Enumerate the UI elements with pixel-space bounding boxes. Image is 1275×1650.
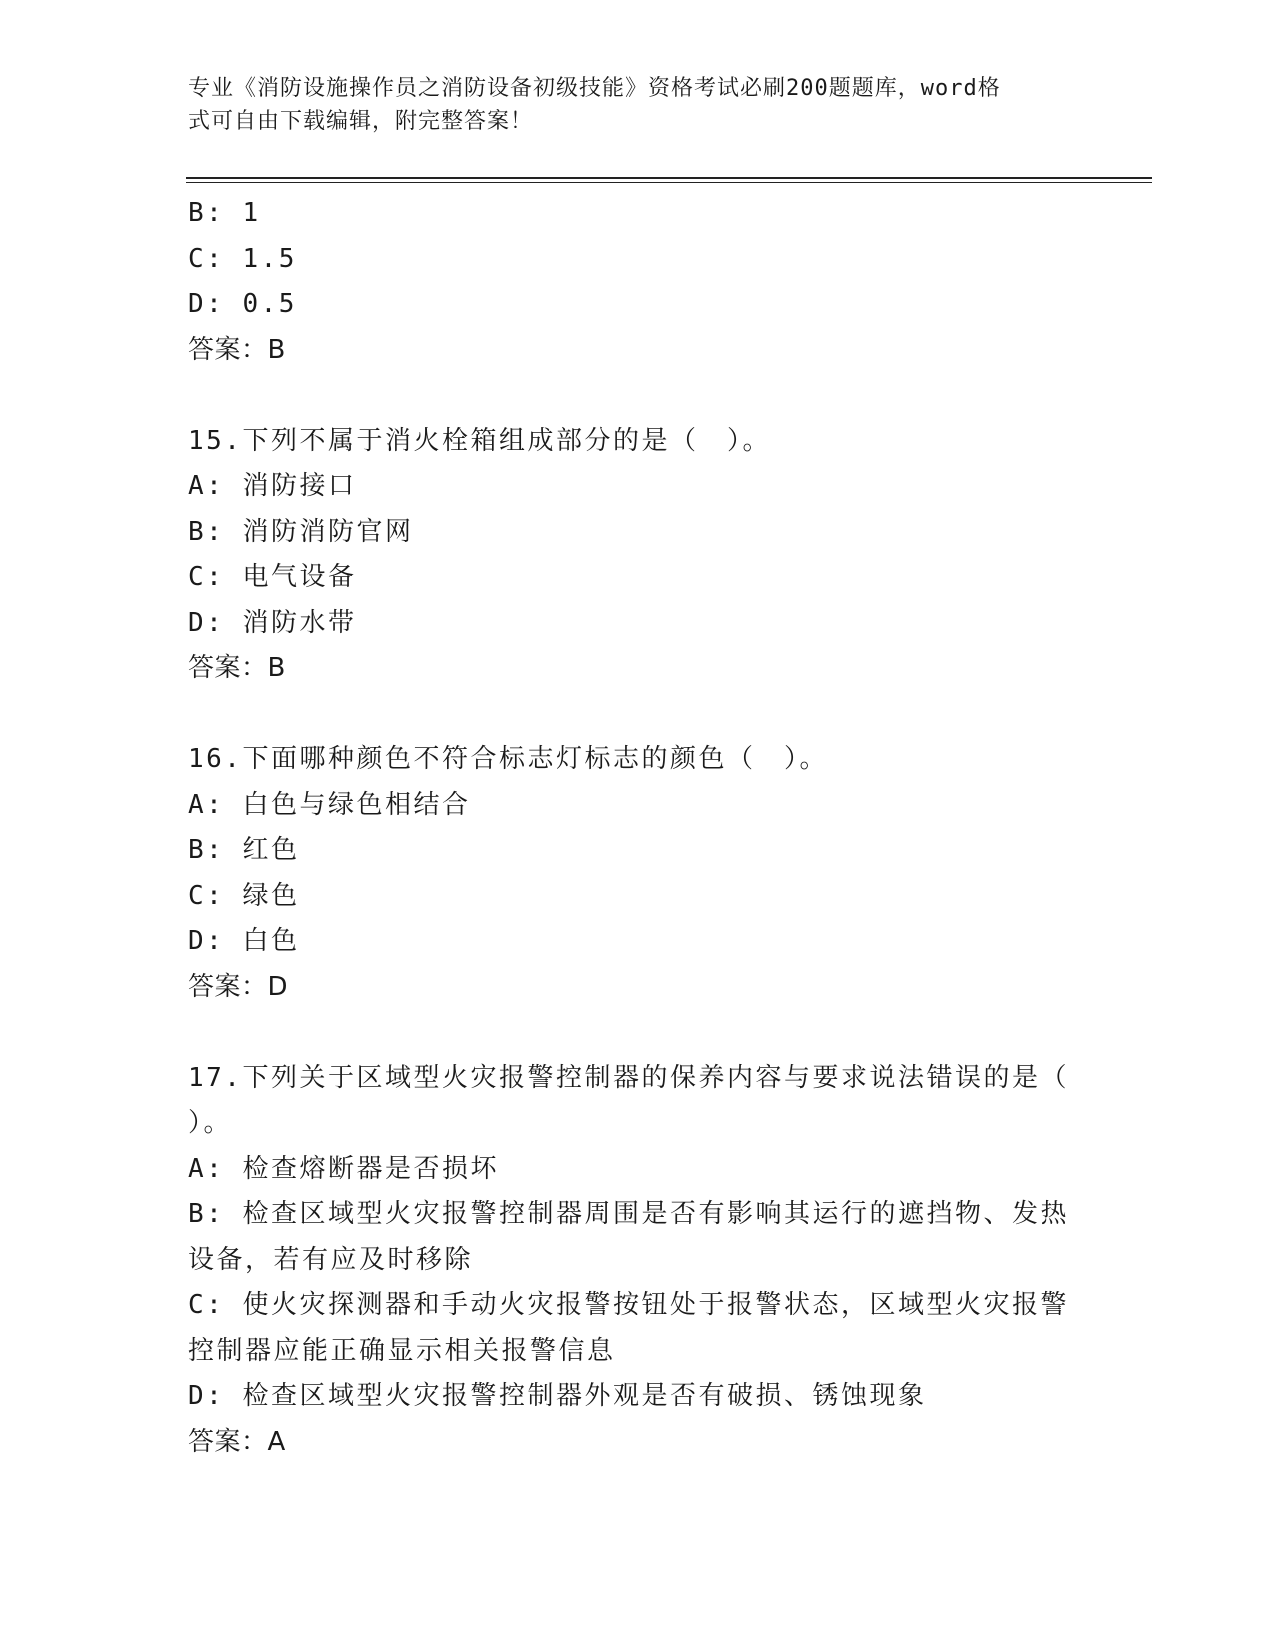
option-c: C: 1.5 <box>188 243 297 274</box>
header-line-2: 式可自由下载编辑，附完整答案！ <box>188 109 534 134</box>
document-header <box>188 72 1088 138</box>
option-d: D: 0.5 <box>188 289 297 319</box>
answer-line: 答案：D <box>188 971 289 1002</box>
question-17 <box>188 1056 1088 1466</box>
question-list <box>188 191 1088 1465</box>
option-c: C: 绿色 <box>188 880 300 911</box>
spacer <box>188 692 1088 738</box>
option-a: A: 白色与绿色相结合 <box>188 789 471 820</box>
option-c-line-1: C: 使火灾探测器和手动火灾报警按钮处于报警状态，区域型火灾报警 <box>188 1290 1069 1320</box>
option-d: D: 检查区域型火灾报警控制器外观是否有破损、锈蚀现象 <box>188 1381 927 1411</box>
option-b: B: 红色 <box>188 835 300 865</box>
option-a: A: 消防接口 <box>188 471 357 501</box>
option-d: D: 消防水带 <box>188 607 357 638</box>
question-stem: 16.下面哪种颜色不符合标志灯标志的颜色（ ）。 <box>188 744 828 774</box>
answer-line: 答案：A <box>188 1426 286 1457</box>
previous-question-tail <box>188 191 1088 373</box>
question-15 <box>188 419 1088 692</box>
option-b-line-1: B: 检查区域型火灾报警控制器周围是否有影响其运行的遮挡物、发热 <box>188 1199 1069 1229</box>
answer-line: 答案：B <box>188 334 286 365</box>
option-c: C: 电气设备 <box>188 562 357 592</box>
option-c-line-2: 控制器应能正确显示相关报警信息 <box>188 1335 616 1366</box>
option-b: B: 消防消防官网 <box>188 516 414 547</box>
option-b-line-2: 设备，若有应及时移除 <box>188 1244 474 1275</box>
header-line-1: 专业《消防设施操作员之消防设备初级技能》资格考试必刷200题题库，word格 <box>188 76 1001 101</box>
header-divider-thin <box>186 182 1152 183</box>
question-stem-line-2: ）。 <box>188 1108 233 1138</box>
option-b: B: 1 <box>188 198 261 228</box>
answer-line: 答案：B <box>188 653 286 683</box>
header-divider-thick <box>186 177 1152 179</box>
spacer <box>188 1010 1088 1056</box>
question-stem-line-1: 17.下列关于区域型火灾报警控制器的保养内容与要求说法错误的是（ <box>188 1062 1069 1093</box>
option-d: D: 白色 <box>188 926 300 956</box>
question-stem: 15.下列不属于消火栓箱组成部分的是（ ）。 <box>188 425 771 456</box>
question-16 <box>188 737 1088 1010</box>
spacer <box>188 373 1088 419</box>
option-a: A: 检查熔断器是否损坏 <box>188 1153 499 1184</box>
